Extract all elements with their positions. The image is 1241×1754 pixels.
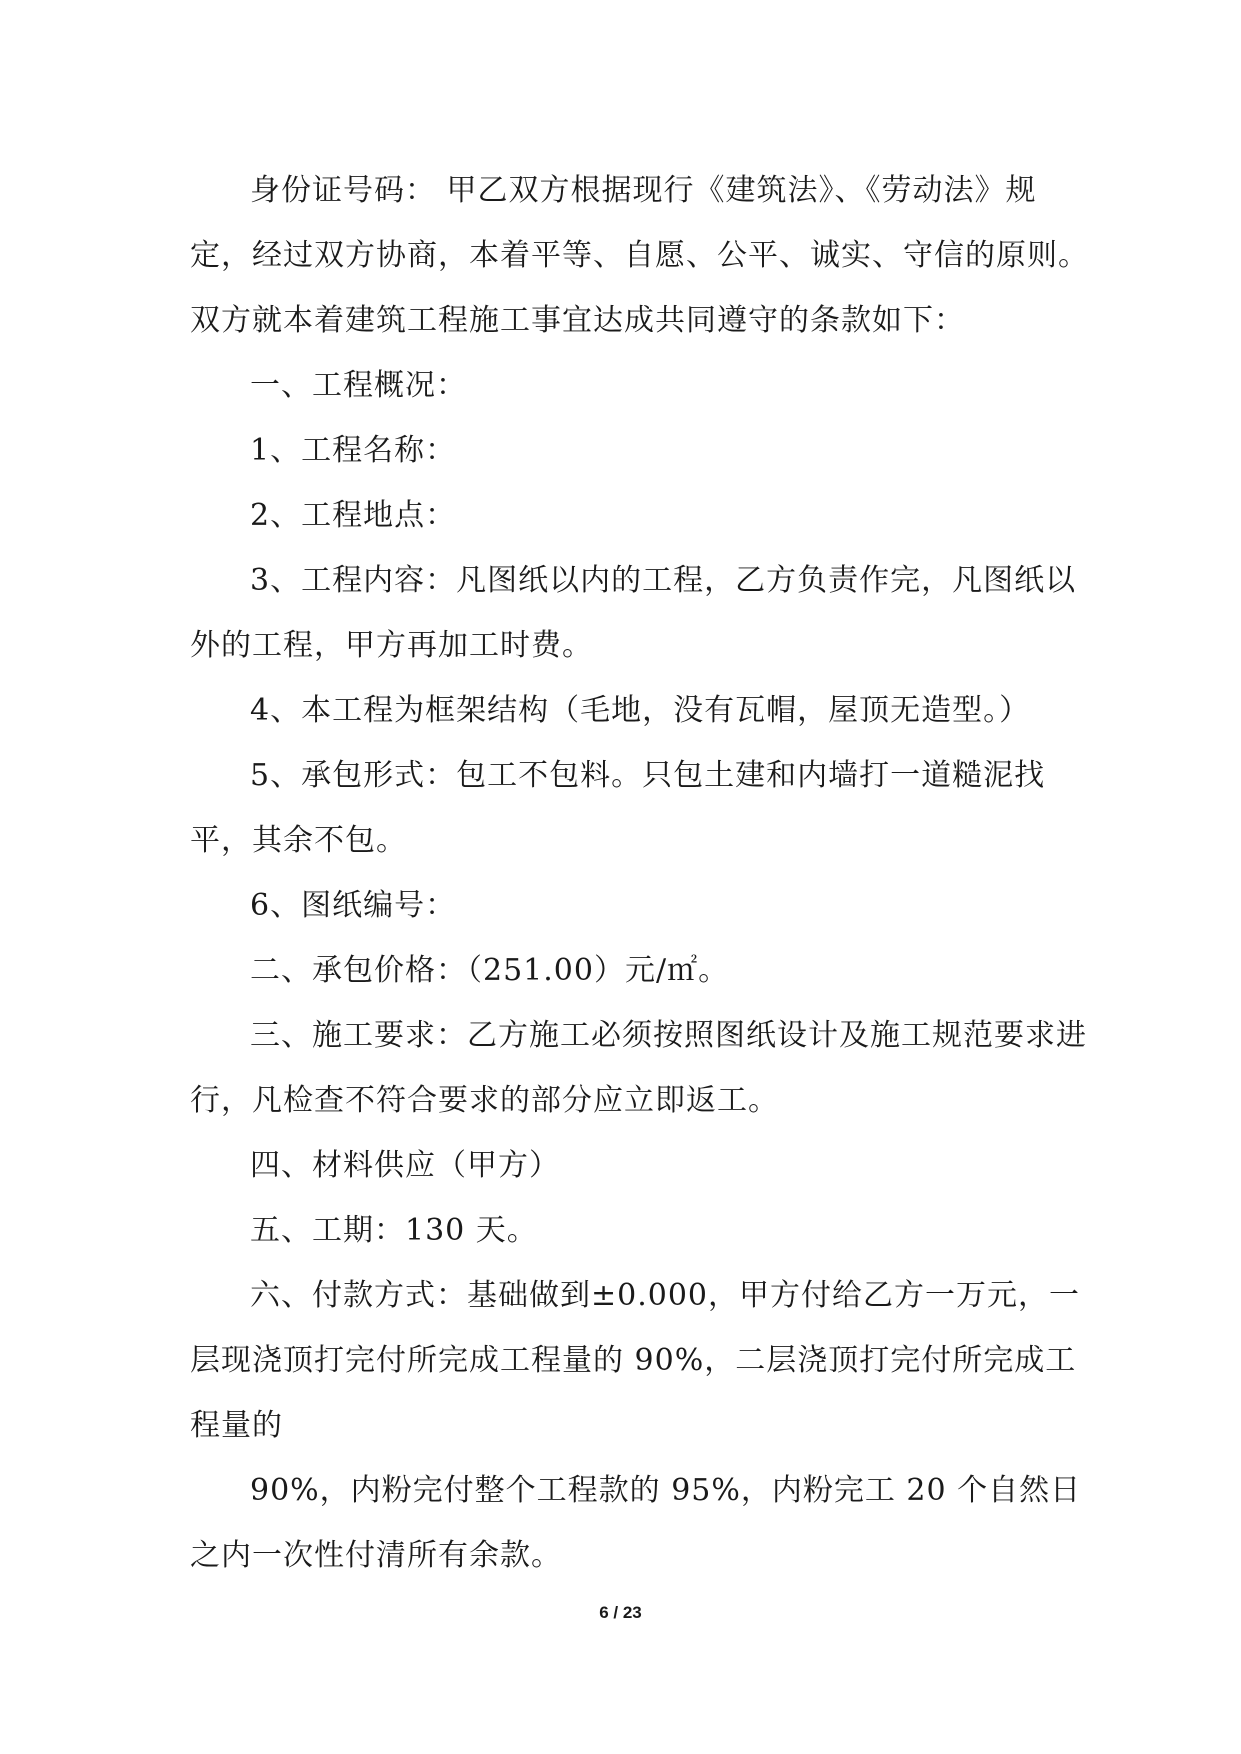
paragraph-material-supply: 四、材料供应（甲方） — [250, 1148, 560, 1183]
paragraph-contract-price: 二、承包价格：（251.00）元/㎡。 — [250, 953, 730, 988]
paragraph-payment-method: 六、付款方式：基础做到±0.000，甲方付给乙方一万元，一层现浇顶打完付所完成工程量的 90%，二层浇顶打完付所完成工程量的 — [190, 1278, 1081, 1443]
paragraph-project-name: 1、工程名称： — [250, 433, 457, 468]
paragraph-duration: 五、工期：130 天。 — [250, 1213, 538, 1248]
paragraph-project-content: 3、工程内容：凡图纸以内的工程，乙方负责作完，凡图纸以外的工程，甲方再加工时费。 — [190, 563, 1077, 663]
paragraph-project-location: 2、工程地点： — [250, 498, 457, 533]
paragraph-construction-requirements: 三、施工要求：乙方施工必须按照图纸设计及施工规范要求进行，凡检查不符合要求的部分应立即返工。 — [190, 1018, 1087, 1118]
paragraph-drawing-number: 6、图纸编号： — [250, 888, 457, 923]
paragraph-structure: 4、本工程为框架结构（毛地，没有瓦帽，屋顶无造型。） — [250, 693, 1031, 728]
document-body — [190, 158, 1090, 1588]
paragraph-payment-continued: 90%，内粉完付整个工程款的 95%，内粉完工 20 个自然日之内一次性付清所有余款。 — [190, 1473, 1082, 1573]
paragraph-section-1-heading: 一、工程概况： — [250, 368, 467, 403]
paragraph-intro: 身份证号码： 甲乙双方根据现行《建筑法》、《劳动法》规定，经过双方协商，本着平等、自愿、公平、诚实、守信的原则。双方就本着建筑工程施工事宜达成共同遵守的条款如下： — [190, 173, 1089, 338]
paragraph-contract-form: 5、承包形式：包工不包料。只包土建和内墙打一道糙泥找平，其余不包。 — [190, 758, 1046, 858]
page-number: 6 / 23 — [599, 1603, 642, 1622]
